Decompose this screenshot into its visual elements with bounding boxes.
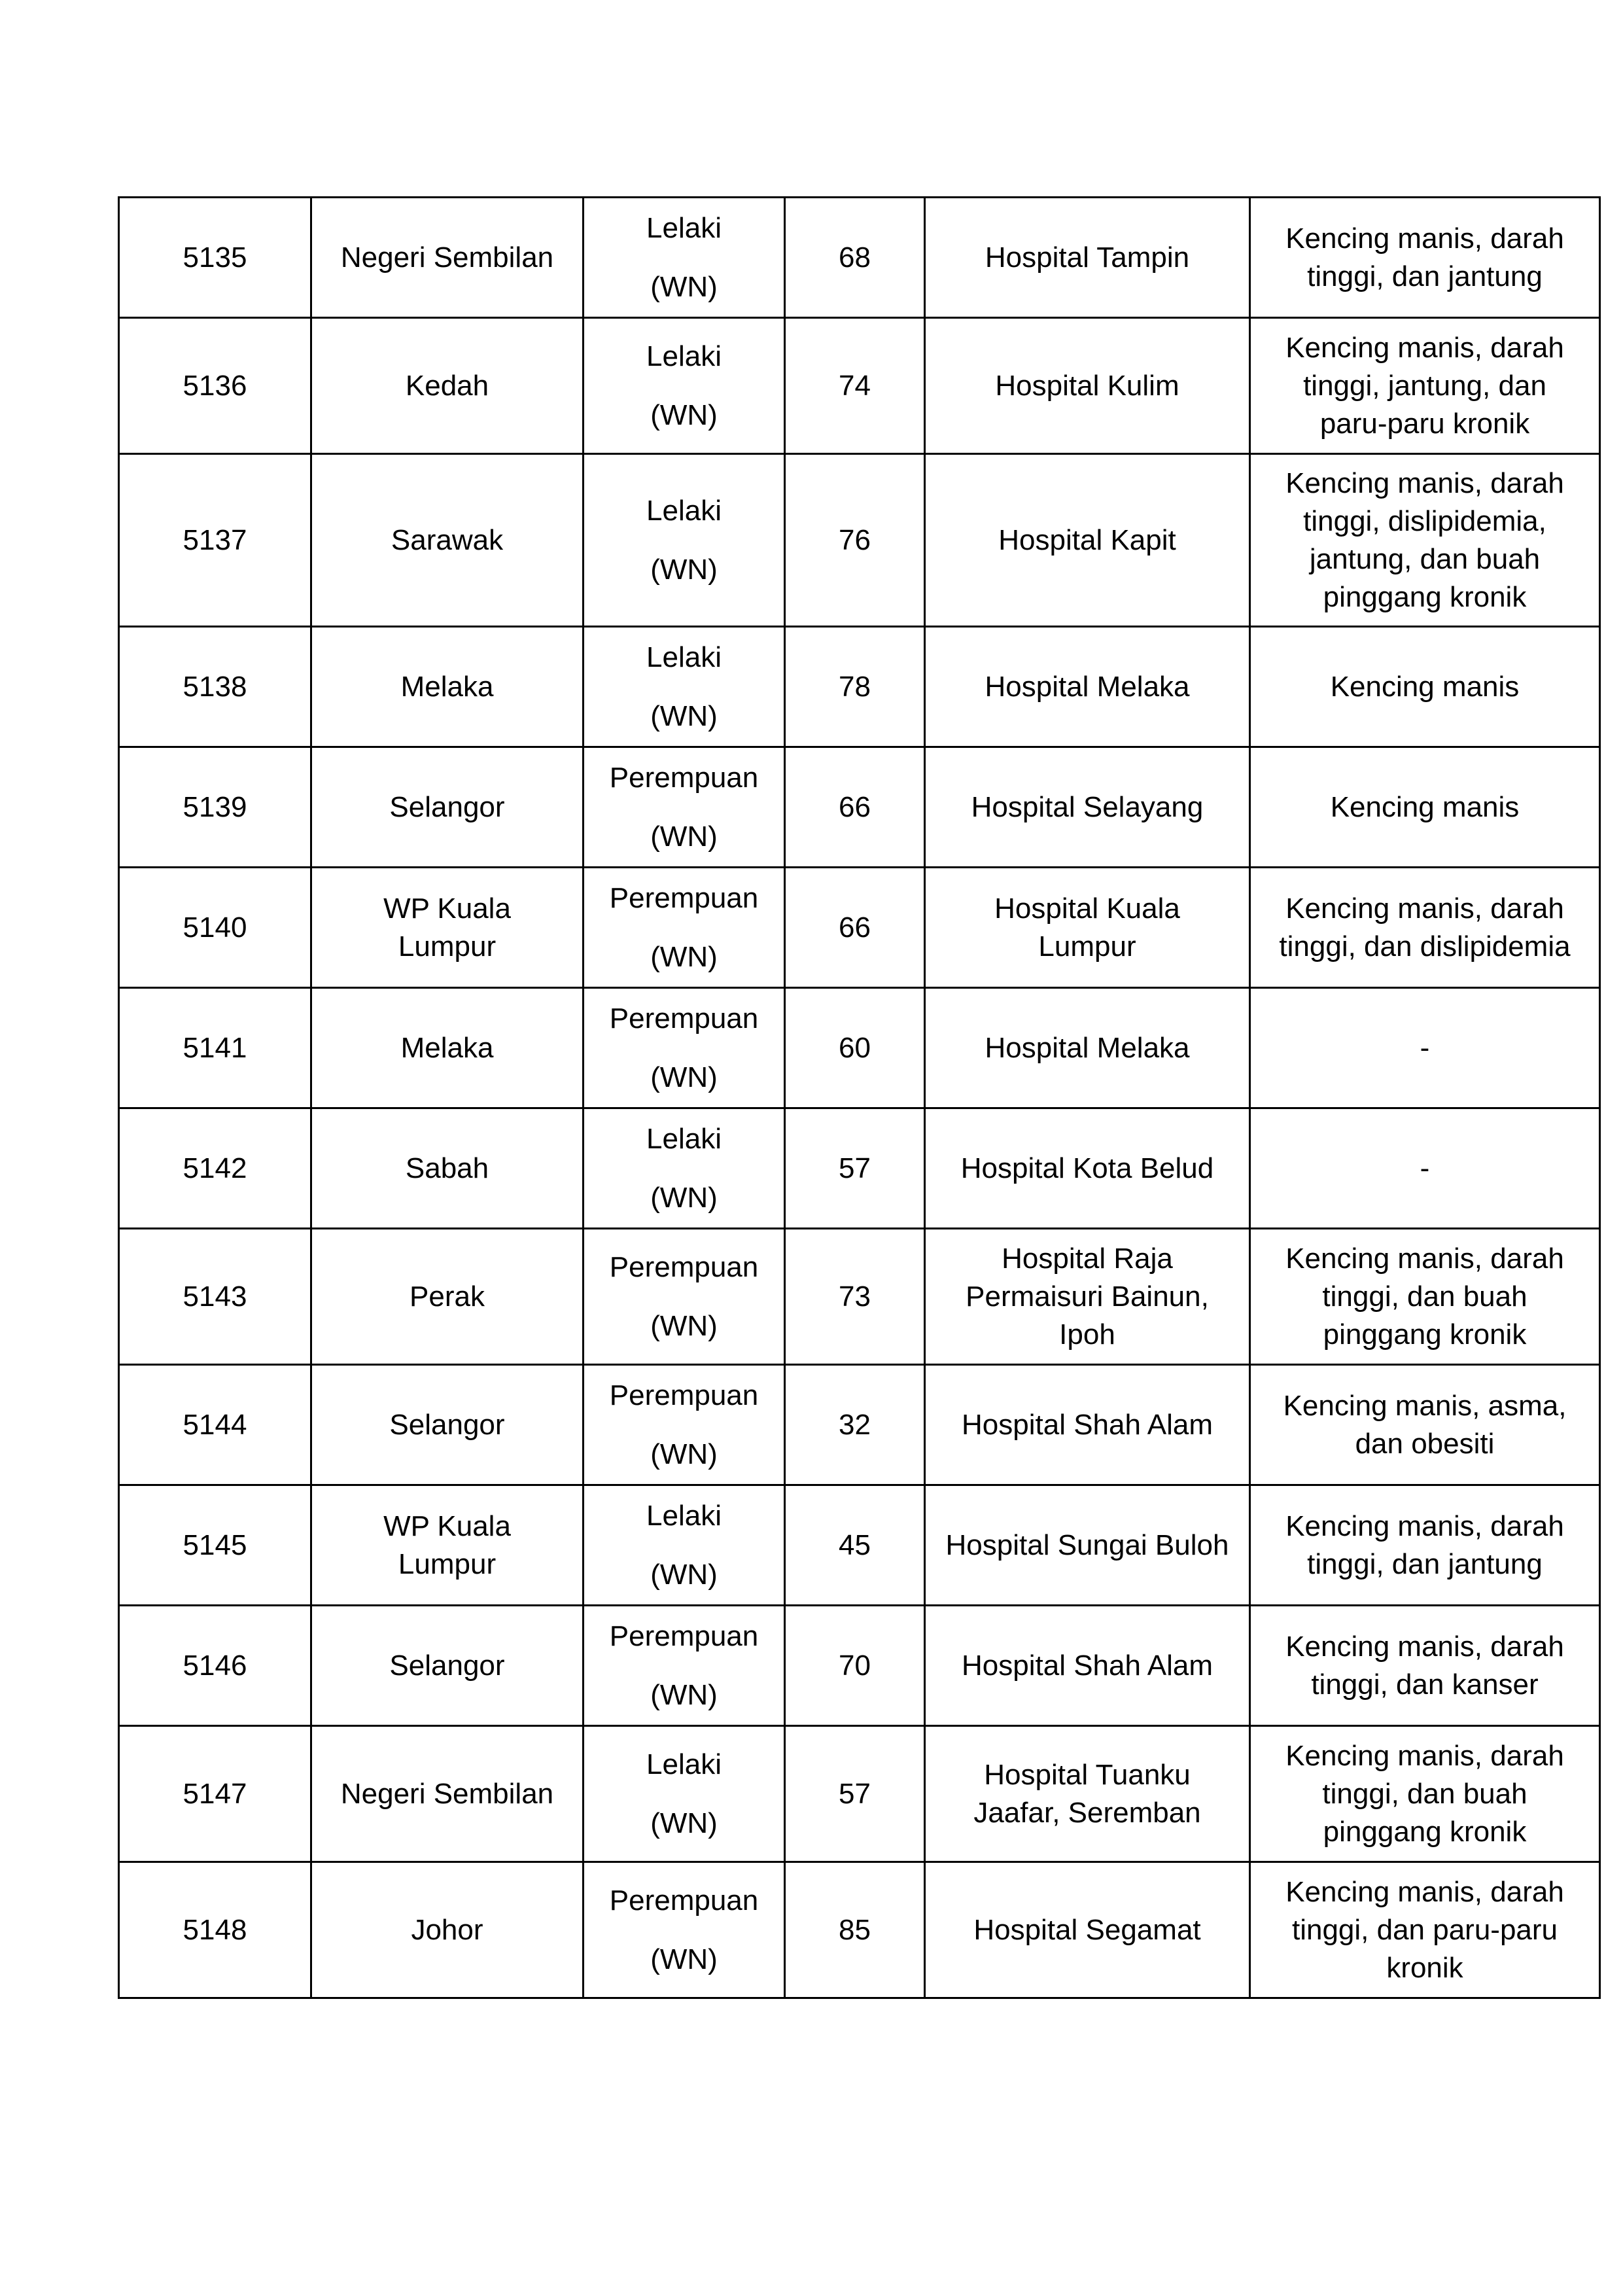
nationality-label: (WN) xyxy=(650,398,718,431)
gender-cell xyxy=(584,988,785,1108)
gender-label: Lelaki xyxy=(646,1499,722,1532)
comorbidity-cell: - xyxy=(1250,988,1600,1108)
age-cell: 76 xyxy=(785,454,925,627)
gender-label: Lelaki xyxy=(646,340,722,372)
gender-cell xyxy=(584,454,785,627)
gender-cell xyxy=(584,747,785,868)
age-cell: 78 xyxy=(785,627,925,747)
comorbidity-cell: Kencing manis xyxy=(1250,747,1600,868)
hospital-cell: Hospital Kuala Lumpur xyxy=(925,868,1250,988)
comorbidity-cell: Kencing manis, darah tinggi, dislipidemia, jantung, dan buah pinggang kronik xyxy=(1250,454,1600,627)
age-cell: 45 xyxy=(785,1485,925,1606)
table-row xyxy=(119,454,1600,627)
gender-label: Lelaki xyxy=(646,1122,722,1155)
table-row xyxy=(119,1606,1600,1726)
gender-label: Lelaki xyxy=(646,641,722,673)
state-cell: Sabah xyxy=(311,1108,584,1229)
age-cell: 57 xyxy=(785,1108,925,1229)
age-cell: 85 xyxy=(785,1862,925,1998)
nationality-label: (WN) xyxy=(650,553,718,586)
state-cell: WP Kuala Lumpur xyxy=(311,1485,584,1606)
comorbidity-cell: Kencing manis, darah tinggi, dan buah pinggang kronik xyxy=(1250,1726,1600,1862)
age-cell: 70 xyxy=(785,1606,925,1726)
case-number-cell: 5144 xyxy=(119,1365,311,1485)
case-number-cell: 5140 xyxy=(119,868,311,988)
table-row xyxy=(119,198,1600,318)
table-row xyxy=(119,1862,1600,1998)
nationality-label: (WN) xyxy=(650,1309,718,1342)
hospital-cell: Hospital Shah Alam xyxy=(925,1606,1250,1726)
comorbidity-cell: Kencing manis, darah tinggi, dan jantung xyxy=(1250,1485,1600,1606)
nationality-label: (WN) xyxy=(650,1558,718,1591)
gender-cell xyxy=(584,1229,785,1365)
hospital-cell: Hospital Melaka xyxy=(925,627,1250,747)
comorbidity-cell: Kencing manis, darah tinggi, jantung, dan paru-paru kronik xyxy=(1250,318,1600,454)
state-cell: Negeri Sembilan xyxy=(311,1726,584,1862)
case-number-cell: 5147 xyxy=(119,1726,311,1862)
cases-table-body xyxy=(119,198,1600,1998)
gender-cell xyxy=(584,1862,785,1998)
gender-label: Lelaki xyxy=(646,494,722,527)
gender-cell xyxy=(584,627,785,747)
state-cell: Perak xyxy=(311,1229,584,1365)
age-cell: 74 xyxy=(785,318,925,454)
age-cell: 57 xyxy=(785,1726,925,1862)
gender-cell xyxy=(584,1485,785,1606)
table-row xyxy=(119,1365,1600,1485)
gender-cell xyxy=(584,1726,785,1862)
nationality-label: (WN) xyxy=(650,1807,718,1839)
table-row xyxy=(119,1229,1600,1365)
comorbidity-cell: Kencing manis, darah tinggi, dan buah pinggang kronik xyxy=(1250,1229,1600,1365)
comorbidity-cell: Kencing manis, darah tinggi, dan dislipidemia xyxy=(1250,868,1600,988)
gender-label: Lelaki xyxy=(646,1748,722,1780)
hospital-cell: Hospital Kulim xyxy=(925,318,1250,454)
cases-table xyxy=(118,196,1601,1999)
comorbidity-cell: - xyxy=(1250,1108,1600,1229)
state-cell: WP Kuala Lumpur xyxy=(311,868,584,988)
comorbidity-cell: Kencing manis, asma, dan obesiti xyxy=(1250,1365,1600,1485)
state-cell: Kedah xyxy=(311,318,584,454)
case-number-cell: 5141 xyxy=(119,988,311,1108)
hospital-cell: Hospital Raja Permaisuri Bainun, Ipoh xyxy=(925,1229,1250,1365)
gender-label: Perempuan xyxy=(609,1002,759,1034)
nationality-label: (WN) xyxy=(650,1943,718,1975)
state-cell: Sarawak xyxy=(311,454,584,627)
comorbidity-cell: Kencing manis, darah tinggi, dan kanser xyxy=(1250,1606,1600,1726)
comorbidity-cell: Kencing manis, darah tinggi, dan jantung xyxy=(1250,198,1600,318)
hospital-cell: Hospital Melaka xyxy=(925,988,1250,1108)
gender-label: Perempuan xyxy=(609,1250,759,1283)
state-cell: Selangor xyxy=(311,1365,584,1485)
case-number-cell: 5136 xyxy=(119,318,311,454)
gender-label: Lelaki xyxy=(646,211,722,244)
case-number-cell: 5143 xyxy=(119,1229,311,1365)
gender-cell xyxy=(584,868,785,988)
nationality-label: (WN) xyxy=(650,1678,718,1711)
case-number-cell: 5148 xyxy=(119,1862,311,1998)
table-row xyxy=(119,1485,1600,1606)
hospital-cell: Hospital Sungai Buloh xyxy=(925,1485,1250,1606)
hospital-cell: Hospital Kota Belud xyxy=(925,1108,1250,1229)
gender-label: Perempuan xyxy=(609,1619,759,1652)
gender-cell xyxy=(584,318,785,454)
state-cell: Negeri Sembilan xyxy=(311,198,584,318)
gender-cell xyxy=(584,1606,785,1726)
gender-label: Perempuan xyxy=(609,1379,759,1411)
table-row xyxy=(119,1726,1600,1862)
hospital-cell: Hospital Tampin xyxy=(925,198,1250,318)
nationality-label: (WN) xyxy=(650,270,718,303)
nationality-label: (WN) xyxy=(650,699,718,732)
hospital-cell: Hospital Shah Alam xyxy=(925,1365,1250,1485)
nationality-label: (WN) xyxy=(650,820,718,853)
table-row xyxy=(119,988,1600,1108)
table-row xyxy=(119,747,1600,868)
state-cell: Selangor xyxy=(311,747,584,868)
age-cell: 66 xyxy=(785,747,925,868)
state-cell: Melaka xyxy=(311,627,584,747)
hospital-cell: Hospital Segamat xyxy=(925,1862,1250,1998)
table-row xyxy=(119,318,1600,454)
comorbidity-cell: Kencing manis xyxy=(1250,627,1600,747)
state-cell: Selangor xyxy=(311,1606,584,1726)
gender-cell xyxy=(584,1365,785,1485)
case-number-cell: 5146 xyxy=(119,1606,311,1726)
comorbidity-cell: Kencing manis, darah tinggi, dan paru-paru kronik xyxy=(1250,1862,1600,1998)
hospital-cell: Hospital Tuanku Jaafar, Seremban xyxy=(925,1726,1250,1862)
case-number-cell: 5139 xyxy=(119,747,311,868)
state-cell: Melaka xyxy=(311,988,584,1108)
age-cell: 73 xyxy=(785,1229,925,1365)
nationality-label: (WN) xyxy=(650,1438,718,1470)
case-number-cell: 5137 xyxy=(119,454,311,627)
age-cell: 66 xyxy=(785,868,925,988)
table-row xyxy=(119,1108,1600,1229)
nationality-label: (WN) xyxy=(650,940,718,973)
gender-label: Perempuan xyxy=(609,1884,759,1916)
hospital-cell: Hospital Kapit xyxy=(925,454,1250,627)
age-cell: 68 xyxy=(785,198,925,318)
gender-label: Perempuan xyxy=(609,761,759,794)
case-number-cell: 5142 xyxy=(119,1108,311,1229)
nationality-label: (WN) xyxy=(650,1181,718,1214)
table-row xyxy=(119,868,1600,988)
state-cell: Johor xyxy=(311,1862,584,1998)
age-cell: 60 xyxy=(785,988,925,1108)
age-cell: 32 xyxy=(785,1365,925,1485)
table-row xyxy=(119,627,1600,747)
gender-cell xyxy=(584,1108,785,1229)
case-number-cell: 5135 xyxy=(119,198,311,318)
case-number-cell: 5145 xyxy=(119,1485,311,1606)
hospital-cell: Hospital Selayang xyxy=(925,747,1250,868)
nationality-label: (WN) xyxy=(650,1061,718,1093)
case-number-cell: 5138 xyxy=(119,627,311,747)
gender-label: Perempuan xyxy=(609,881,759,914)
gender-cell xyxy=(584,198,785,318)
